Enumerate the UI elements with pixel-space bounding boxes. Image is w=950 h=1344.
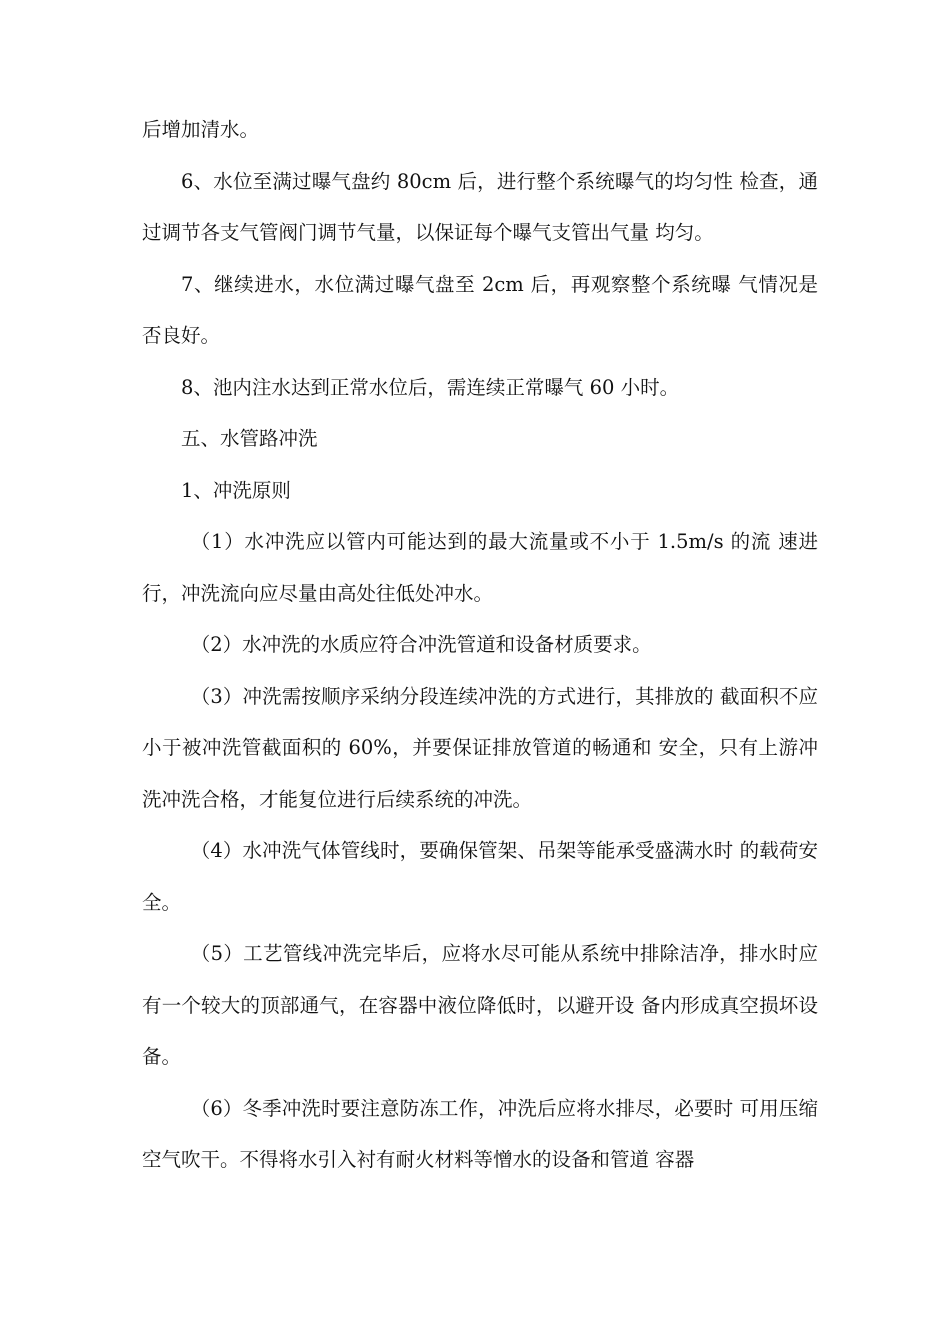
paragraph-item-2: （2）水冲洗的水质应符合冲洗管道和设备材质要求。 — [190, 633, 652, 656]
paragraph-step-7: 7、继续进水，水位满过曝气盘至 2cm 后，再观察整个系统曝 气情况是否良好。 — [142, 272, 818, 347]
section-heading: 五、水管路冲洗 — [181, 427, 318, 450]
document-body — [142, 104, 818, 1186]
paragraph-step-6: 6、水位至满过曝气盘约 80cm 后，进行整个系统曝气的均匀性 检查，通过调节各支气管阀门调节气量，以保证每个曝气支管出气量 均匀。 — [142, 169, 818, 244]
paragraph-item-1: （1）水冲洗应以管内可能达到的最大流量或不小于 1.5m/s 的流 速进行，冲洗流向应尽量由高处往低处冲水。 — [142, 530, 818, 605]
paragraph-item-4: （4）水冲洗气体管线时，要确保管架、吊架等能承受盛满水时 的载荷安全。 — [142, 839, 818, 914]
paragraph-continuation: 后增加清水。 — [142, 118, 260, 141]
subsection-heading: 1、冲洗原则 — [181, 478, 291, 502]
paragraph-item-3: （3）冲洗需按顺序采纳分段连续冲洗的方式进行，其排放的 截面积不应小于被冲洗管截面积的 60%，并要保证排放管道的畅通和 安全，只有上游冲洗冲洗合格，才能复位进行后续系统的冲洗。 — [142, 684, 818, 811]
paragraph-item-6: （6）冬季冲洗时要注意防冻工作，冲洗后应将水排尽，必要时 可用压缩空气吹干。不得将水引入衬有耐火材料等憎水的设备和管道 容器 — [142, 1096, 818, 1171]
paragraph-step-8: 8、池内注水达到正常水位后，需连续正常曝气 60 小时。 — [181, 375, 680, 399]
paragraph-item-5: （5）工艺管线冲洗完毕后，应将水尽可能从系统中排除洁净，排水时应有一个较大的顶部通气，在容器中液位降低时，以避开设 备内形成真空损坏设备。 — [142, 942, 818, 1068]
